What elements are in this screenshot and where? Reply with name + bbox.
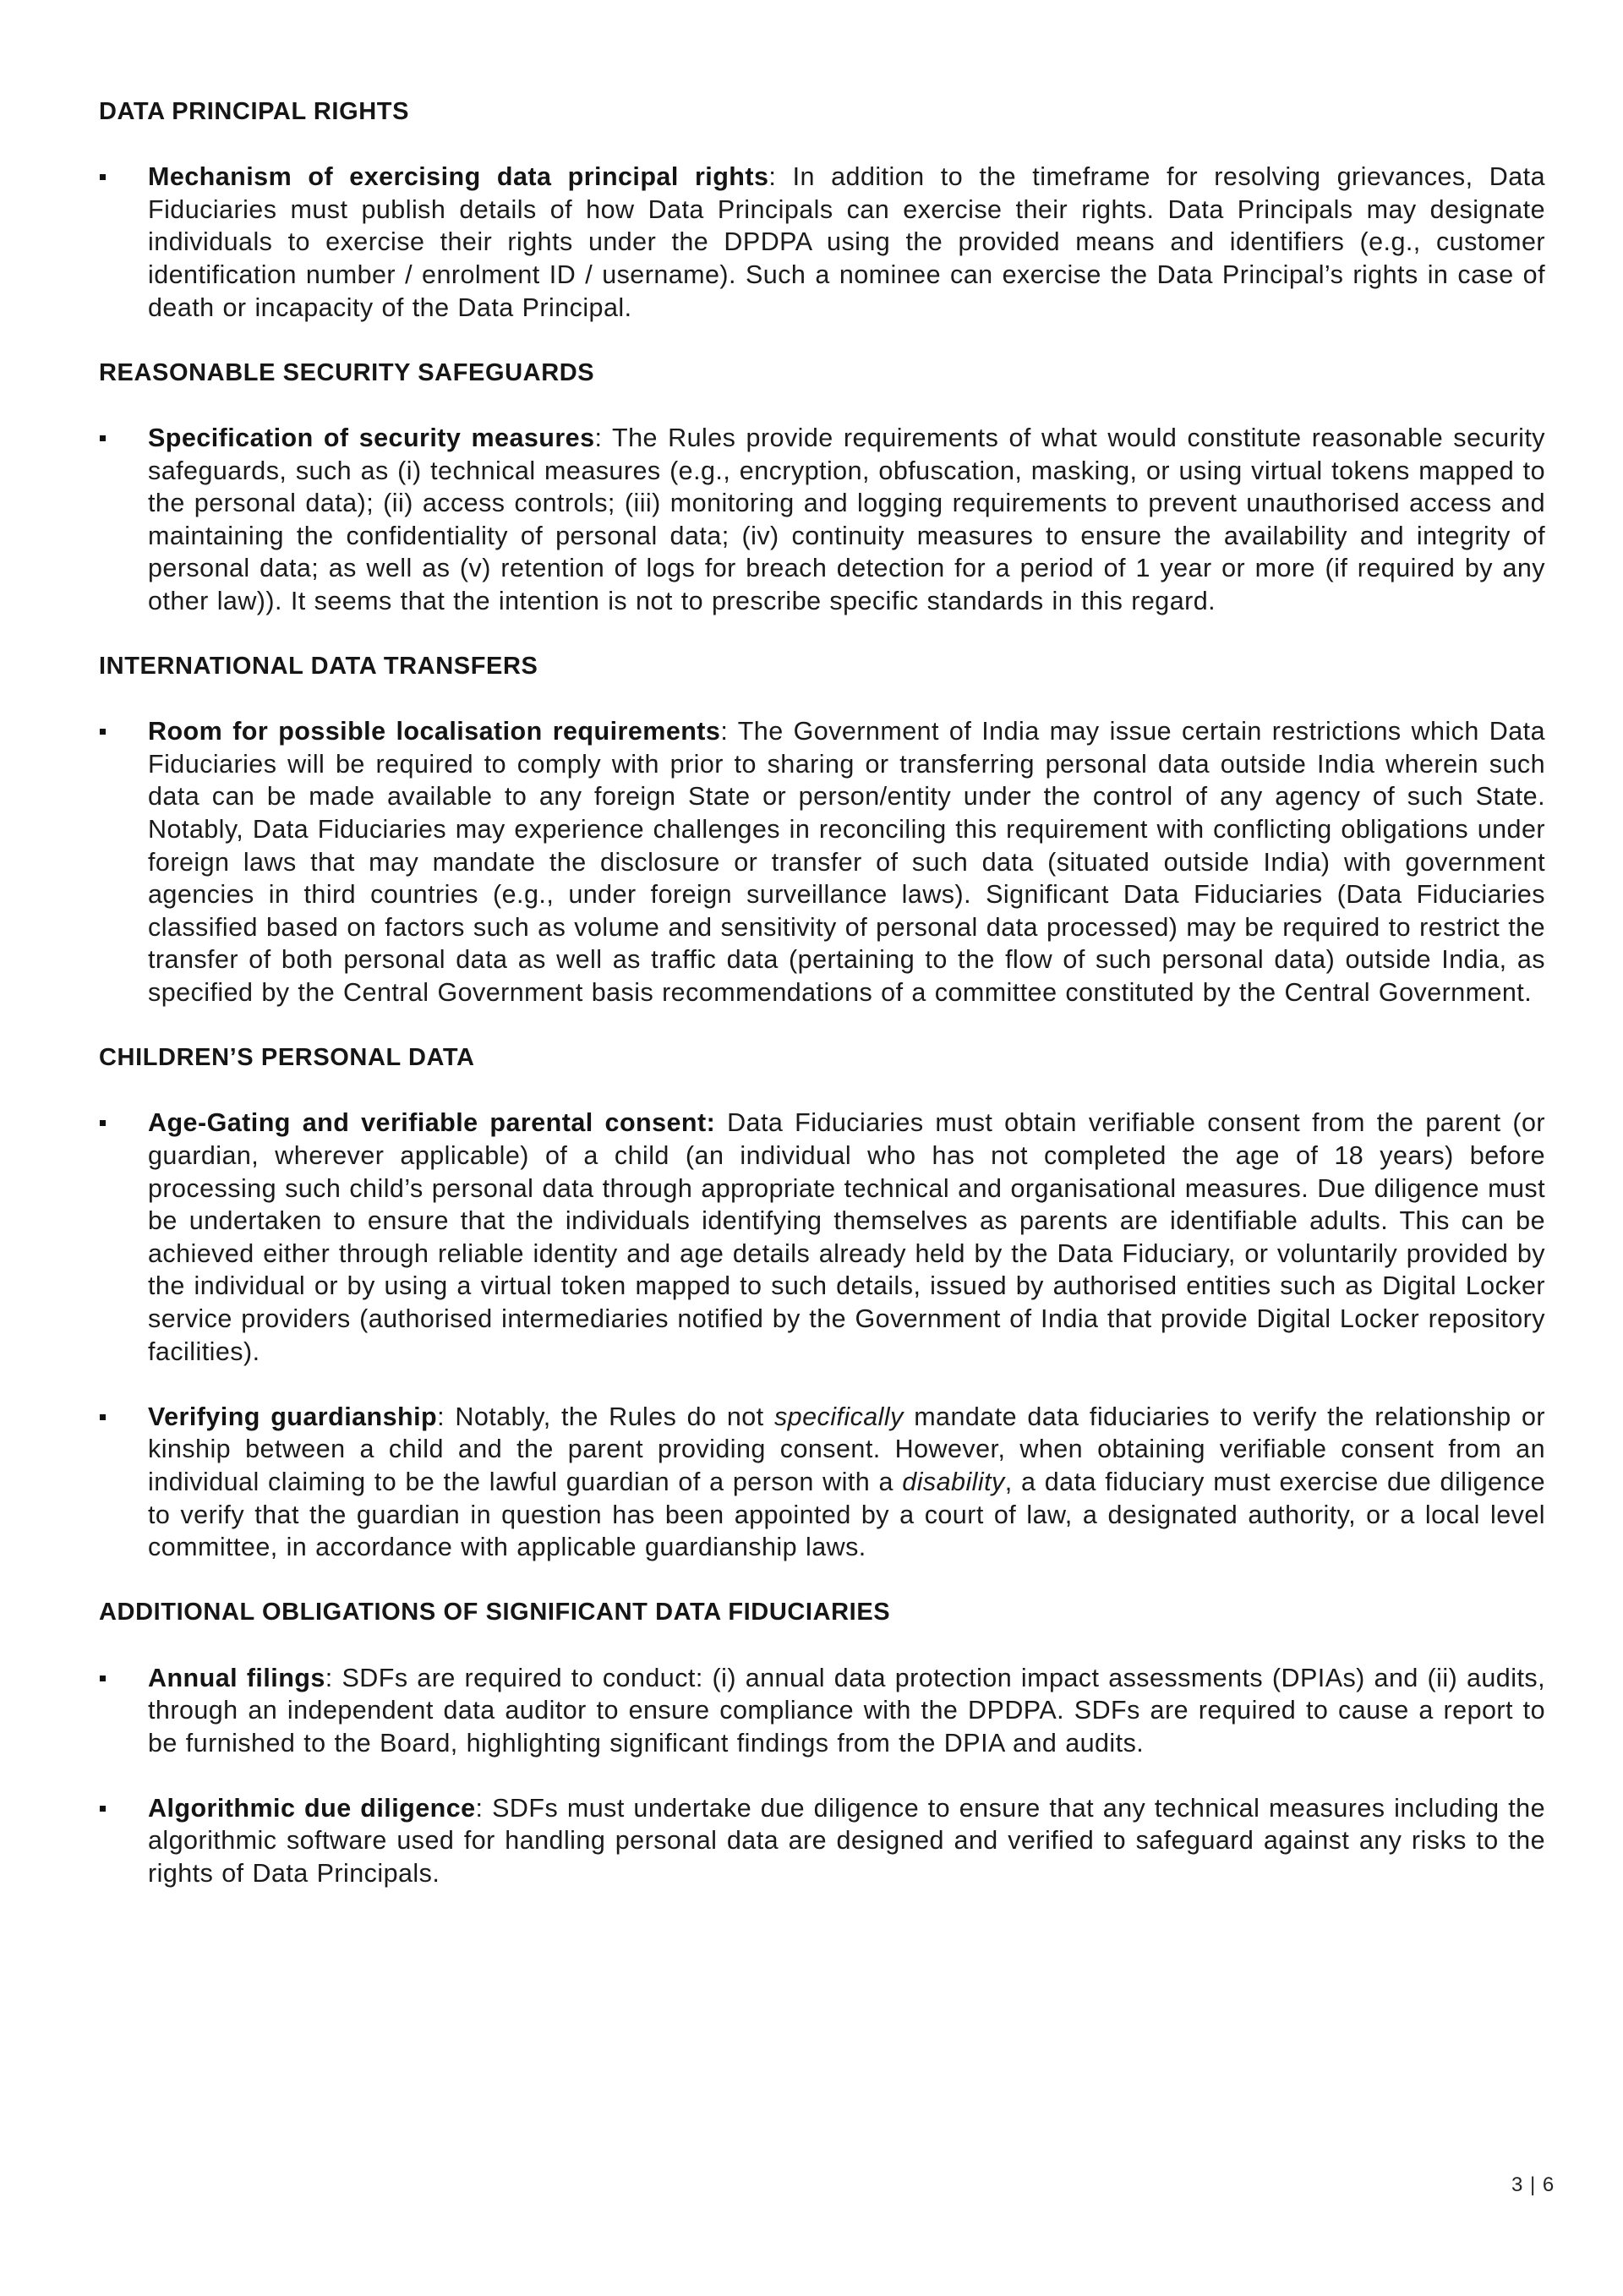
bullet-lead-suffix: : (475, 1793, 484, 1823)
section-reasonable-security-safeguards (99, 357, 1545, 618)
bullet-text: SDFs are required to conduct: (i) annual data protection impact assessments (DPIAs) and (ii) audits, through an independent data auditor to ensure compliance with the DPDPA. SDFs are required to cause a report to be furnished to the Board, highlighting significant findings from the DPIA and audits. (148, 1663, 1545, 1758)
bullet-text: Notably, the Rules do not (445, 1402, 774, 1431)
bullet-lead-suffix: : (437, 1402, 445, 1431)
section-heading: CHILDREN’S PERSONAL DATA (99, 1044, 475, 1072)
bullet-text: SDFs must undertake due diligence to ensure that any technical measures including the algorithmic software used for handling personal data are designed and verified to safeguard against any risks to the rights of Data Principals. (148, 1793, 1545, 1889)
bullet-text: , a data fiduciary must exercise due diligence to verify that the guardian in question has been appointed by a court of law, a designated authority, or a local level committee, in accordance with applicable guardianship laws. (148, 1467, 1545, 1562)
bullet-item (99, 715, 1545, 1009)
bullet-lead: Specification of security measures (148, 423, 595, 452)
square-bullet-icon (100, 435, 106, 441)
bullet-lead: Room for possible localisation requirements (148, 717, 721, 746)
square-bullet-icon (100, 1676, 106, 1681)
square-bullet-icon (100, 174, 106, 180)
page-number: 3 | 6 (1511, 2173, 1555, 2196)
bullet-text: The Government of India may issue certain restrictions which Data Fiduciaries will be required to comply with prior to sharing or transferring personal data outside India wherein such data can be made available to any foreign State or person/entity under the control of any agency of such State. Notably, Data Fiduciaries may experience challenges in reconciling this requirement with conflicting obligations under foreign laws that may mandate the disclosure or transfer of such data (situated outside India) with government agencies in third countries (e.g., under foreign surveillance laws). Significant Data Fiduciaries (Data Fiduciaries classified based on factors such as volume and sensitivity of personal data processed) may be required to restrict the transfer of both personal data as well as traffic data (pertaining to the flow of such personal data) outside India, as specified by the Central Government basis recommendations of a committee constituted by the Central Government. (148, 717, 1546, 1008)
square-bullet-icon (100, 1414, 106, 1420)
square-bullet-icon (100, 1120, 106, 1126)
bullet-lead: Annual filings (148, 1663, 325, 1692)
bullet-item (99, 1107, 1545, 1368)
section-heading: DATA PRINCIPAL RIGHTS (99, 98, 410, 125)
bullet-lead: Age-Gating and verifiable parental consent: (148, 1108, 716, 1138)
bullet-item (99, 1401, 1545, 1564)
section-heading: INTERNATIONAL DATA TRANSFERS (99, 653, 538, 681)
section-international-data-transfers (99, 650, 1545, 1009)
bullet-item (99, 422, 1545, 618)
bullet-lead: Mechanism of exercising data principal rights (148, 162, 769, 192)
bullet-item (99, 1792, 1545, 1890)
bullet-text: Data Fiduciaries must obtain verifiable consent from the parent (or guardian, wherever applicable) of a child (an individual who has not completed the age of 18 years) before processing such child’s personal data through appropriate technical and organisational measures. Due diligence must be undertaken to ensure that the individuals identifying themselves as parents are identifiable adults. This can be achieved either through reliable identity and age details already held by the Data Fiduciary, or voluntarily provided by the individual or by using a virtual token mapped to such details, issued by authorised entities such as Digital Locker service providers (authorised intermediaries notified by the Government of India that provide Digital Locker repository facilities). (148, 1108, 1545, 1366)
section-data-principal-rights (99, 96, 1545, 324)
bullet-text: In addition to the timeframe for resolving grievances, Data Fiduciaries must publish details of how Data Principals can exercise their rights. Data Principals may designate individuals to exercise their rights under the DPDPA using the provided means and identifiers (e.g., customer identification number / enrolment ID / username). Such a nominee can exercise the Data Principal’s rights in case of death or incapacity of the Data Principal. (148, 162, 1545, 322)
bullet-lead: Verifying guardianship (148, 1402, 438, 1431)
bullet-lead-suffix: : (720, 717, 729, 746)
bullet-lead: Algorithmic due diligence (148, 1793, 476, 1823)
section-additional-obligations-sdf (99, 1596, 1545, 1889)
square-bullet-icon (100, 1806, 106, 1812)
bullet-text: mandate data fiduciaries to verify the relationship or kinship between a child and the parent providing consent. However, when obtaining verifiable consent from an individual claiming to be the lawful guardian of a person with a (148, 1402, 1546, 1496)
bullet-item (99, 161, 1545, 324)
bullet-text-emphasis: disability (902, 1467, 1005, 1496)
bullet-text-emphasis: specifically (773, 1402, 904, 1431)
section-heading: REASONABLE SECURITY SAFEGUARDS (99, 358, 595, 386)
section-heading: ADDITIONAL OBLIGATIONS OF SIGNIFICANT DATA FIDUCIARIES (99, 1599, 891, 1626)
bullet-lead-suffix: : (325, 1663, 333, 1692)
bullet-lead-suffix: : (594, 423, 603, 452)
bullet-item (99, 1662, 1545, 1760)
document-page (99, 96, 1545, 1922)
bullet-lead-suffix: : (768, 162, 777, 192)
square-bullet-icon (100, 729, 106, 735)
bullet-text: The Rules provide requirements of what would constitute reasonable security safeguards, such as (i) technical measures (e.g., encryption, obfuscation, masking, or using virtual tokens mapped to the personal data); (ii) access controls; (iii) monitoring and logging requirements to prevent unauthorised access and maintaining the confidentiality of personal data; (iv) continuity measures to ensure the availability and integrity of personal data; as well as (v) retention of logs for breach detection for a period of 1 year or more (if required by any other law)). It seems that the intention is not to prescribe specific standards in this regard. (148, 423, 1545, 615)
section-childrens-personal-data (99, 1041, 1545, 1564)
